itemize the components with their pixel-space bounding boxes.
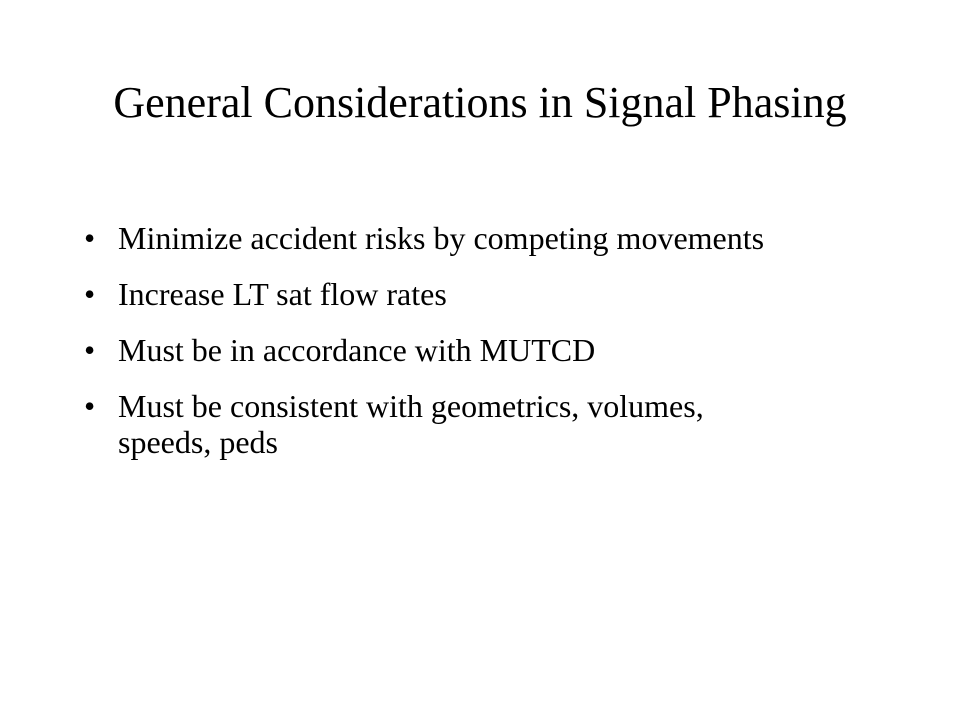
bullet-mark: • bbox=[84, 276, 96, 312]
bullet-text: Increase LT sat flow rates bbox=[118, 276, 447, 312]
bullet-text: Must be in accordance with MUTCD bbox=[118, 332, 596, 368]
bullet-mark: • bbox=[84, 388, 96, 424]
slide-title: General Considerations in Signal Phasing bbox=[113, 78, 847, 127]
bullet-mark: • bbox=[84, 220, 96, 256]
bullet-text: Must be consistent with geometrics, volumes, speeds, peds bbox=[118, 388, 704, 460]
bullet-item bbox=[84, 388, 784, 460]
bullet-item bbox=[84, 276, 784, 312]
bullet-item bbox=[84, 332, 784, 368]
bullet-text: Minimize accident risks by competing movements bbox=[118, 220, 765, 256]
bullet-list bbox=[84, 220, 784, 480]
bullet-mark: • bbox=[84, 332, 96, 368]
bullet-item bbox=[84, 220, 784, 256]
